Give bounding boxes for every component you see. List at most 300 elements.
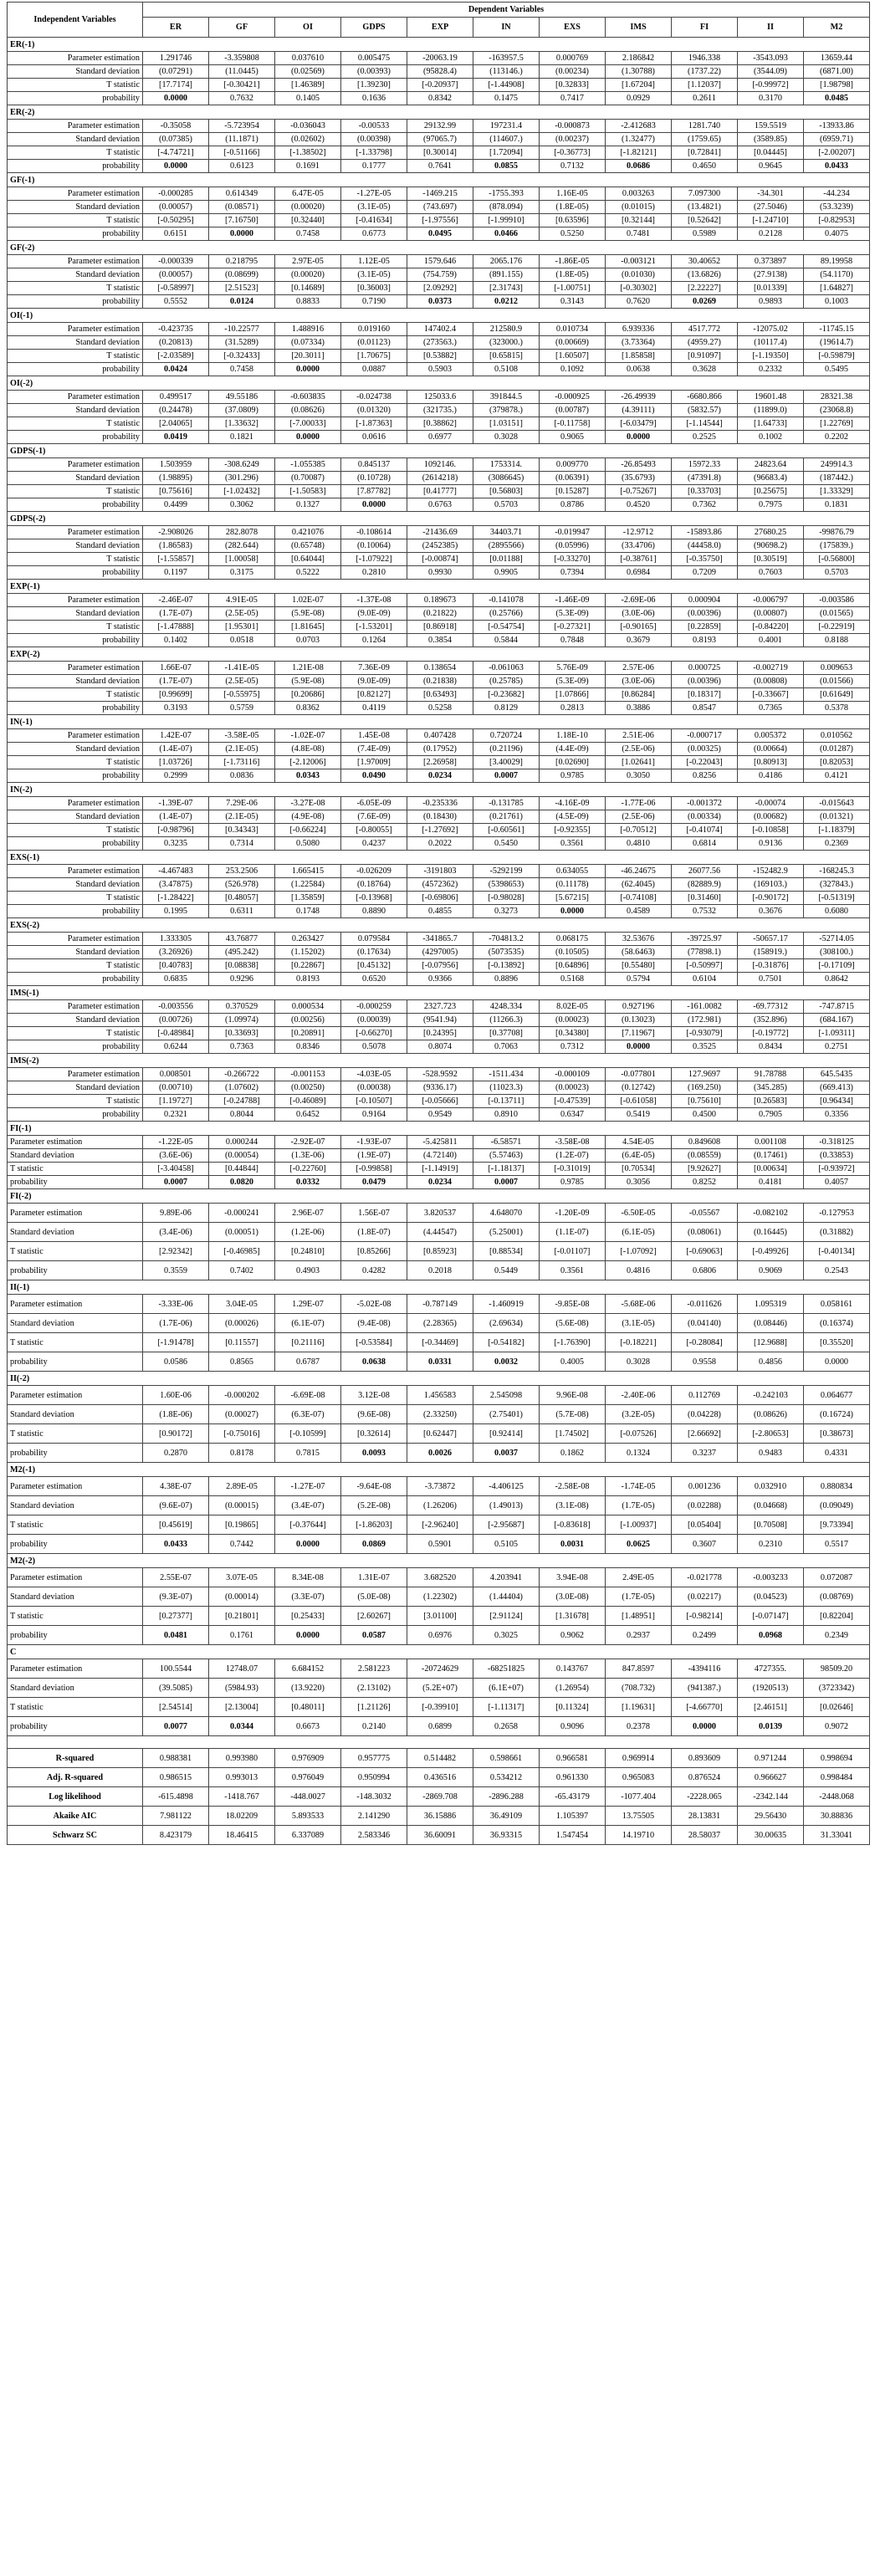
table-cell: -99876.79: [804, 526, 870, 539]
table-cell: [1.85858]: [606, 350, 672, 363]
table-row: [8, 65, 870, 79]
table-cell: 0.0587: [341, 1626, 407, 1645]
table-cell: (0.00664): [738, 743, 804, 756]
table-cell: 1.333305: [143, 933, 209, 946]
section-row: [8, 1189, 870, 1204]
table-cell: [7.87782]: [341, 485, 407, 498]
section-row: [8, 1645, 870, 1659]
table-cell: -0.242103: [738, 1386, 804, 1405]
table-cell: 0.4520: [606, 498, 672, 512]
table-cell: (5984.93): [209, 1679, 275, 1698]
table-cell: [1.48951]: [606, 1607, 672, 1626]
row-label: probability: [8, 1444, 143, 1463]
table-cell: 0.0855: [473, 160, 540, 173]
table-row: [8, 350, 870, 363]
table-row: [8, 1535, 870, 1554]
table-cell: [1.31678]: [540, 1607, 606, 1626]
row-label: Standard deviation: [8, 675, 143, 688]
table-cell: 0.189673: [407, 594, 473, 607]
table-row: [8, 756, 870, 769]
section-row: [8, 444, 870, 458]
table-cell: [0.85266]: [341, 1242, 407, 1261]
table-cell: 0.8193: [672, 634, 738, 647]
table-cell: (4.44547): [407, 1223, 473, 1242]
table-cell: [-0.66270]: [341, 1027, 407, 1040]
table-cell: [-0.84220]: [738, 621, 804, 634]
section-label: FI(-1): [8, 1122, 870, 1136]
header-row-top: [8, 3, 870, 18]
table-cell: 0.6814: [672, 837, 738, 851]
row-label: probability: [8, 498, 143, 512]
table-cell: 19601.48: [738, 391, 804, 404]
table-cell: -0.000202: [209, 1386, 275, 1405]
table-cell: -0.000339: [143, 255, 209, 268]
table-cell: 0.2018: [407, 1261, 473, 1280]
table-cell: 28321.38: [804, 391, 870, 404]
stat-cell: -1077.404: [606, 1787, 672, 1807]
table-cell: [1.64827]: [804, 282, 870, 295]
table-cell: (1.49013): [473, 1496, 540, 1515]
table-cell: 0.072087: [804, 1568, 870, 1587]
table-cell: [-1.55857]: [143, 553, 209, 566]
table-cell: -3.33E-06: [143, 1295, 209, 1314]
table-cell: (0.08626): [275, 404, 341, 417]
table-row: [8, 1679, 870, 1698]
table-cell: -9.64E-08: [341, 1477, 407, 1496]
table-cell: -0.000925: [540, 391, 606, 404]
table-cell: 0.0026: [407, 1444, 473, 1463]
table-row: [8, 52, 870, 65]
row-label: Standard deviation: [8, 607, 143, 621]
table-cell: (10117.4): [738, 336, 804, 350]
table-cell: 0.0586: [143, 1352, 209, 1372]
table-cell: 1.29E-07: [275, 1295, 341, 1314]
table-cell: (2.5E-05): [209, 675, 275, 688]
table-cell: [-0.80055]: [341, 824, 407, 837]
table-cell: 6.47E-05: [275, 187, 341, 201]
row-label: Parameter estimation: [8, 52, 143, 65]
table-cell: (669.413): [804, 1081, 870, 1095]
table-cell: [-1.00751]: [540, 282, 606, 295]
table-cell: [-0.70512]: [606, 824, 672, 837]
table-cell: -163957.5: [473, 52, 540, 65]
table-row: [8, 1352, 870, 1372]
table-cell: [0.14689]: [275, 282, 341, 295]
table-cell: 0.5222: [275, 566, 341, 580]
table-row: [8, 79, 870, 92]
table-cell: 0.7063: [473, 1040, 540, 1054]
section-label: GF(-1): [8, 173, 870, 187]
table-cell: (0.07334): [275, 336, 341, 350]
table-cell: -0.002719: [738, 662, 804, 675]
table-cell: [-0.41074]: [672, 824, 738, 837]
row-label: Standard deviation: [8, 1405, 143, 1424]
table-cell: 0.1862: [540, 1444, 606, 1463]
section-row: [8, 783, 870, 797]
table-cell: 197231.4: [473, 120, 540, 133]
table-cell: 2.57E-06: [606, 662, 672, 675]
table-cell: [-2.95687]: [473, 1515, 540, 1535]
table-cell: [-0.39910]: [407, 1698, 473, 1717]
stat-cell: -615.4898: [143, 1787, 209, 1807]
row-label: Standard deviation: [8, 878, 143, 892]
table-cell: [-0.75267]: [606, 485, 672, 498]
table-cell: -2.40E-06: [606, 1386, 672, 1405]
table-cell: (1759.65): [672, 133, 738, 146]
table-cell: (1.22302): [407, 1587, 473, 1607]
stat-cell: 0.534212: [473, 1768, 540, 1787]
table-cell: [0.56803]: [473, 485, 540, 498]
table-cell: -0.003233: [738, 1568, 804, 1587]
table-cell: (6.1E-05): [606, 1223, 672, 1242]
table-cell: [3.40029]: [473, 756, 540, 769]
section-label: IMS(-1): [8, 986, 870, 1000]
table-cell: 0.0077: [143, 1717, 209, 1736]
table-cell: 0.8074: [407, 1040, 473, 1054]
table-cell: [1.60507]: [540, 350, 606, 363]
table-cell: 0.8346: [275, 1040, 341, 1054]
table-cell: 7.29E-06: [209, 797, 275, 810]
table-cell: 0.2751: [804, 1040, 870, 1054]
table-cell: (9.6E-07): [143, 1496, 209, 1515]
table-cell: (1.7E-07): [143, 607, 209, 621]
section-row: [8, 580, 870, 594]
stat-cell: 36.49109: [473, 1807, 540, 1826]
table-cell: 0.9785: [540, 769, 606, 783]
table-cell: (379878.): [473, 404, 540, 417]
table-cell: 0.6787: [275, 1352, 341, 1372]
table-cell: (754.759): [407, 268, 473, 282]
stat-cell: 18.02209: [209, 1807, 275, 1826]
table-cell: 0.3056: [606, 1176, 672, 1189]
table-cell: [0.08838]: [209, 959, 275, 973]
table-cell: [1.97009]: [341, 756, 407, 769]
table-row: [8, 295, 870, 309]
table-cell: [-0.22760]: [275, 1163, 341, 1176]
table-cell: 0.032910: [738, 1477, 804, 1496]
table-cell: (1.44404): [473, 1587, 540, 1607]
table-cell: 3.820537: [407, 1204, 473, 1223]
stat-label: R-squared: [8, 1749, 143, 1768]
table-cell: [0.27377]: [143, 1607, 209, 1626]
table-cell: [0.15287]: [540, 485, 606, 498]
stat-label: Schwarz SC: [8, 1826, 143, 1845]
table-cell: 0.9072: [804, 1717, 870, 1736]
table-cell: [-1.33798]: [341, 146, 407, 160]
table-cell: (0.16724): [804, 1405, 870, 1424]
table-cell: (44458.0): [672, 539, 738, 553]
section-row: [8, 105, 870, 120]
row-label: Parameter estimation: [8, 120, 143, 133]
table-cell: [-0.98028]: [473, 892, 540, 905]
table-cell: 0.6104: [672, 973, 738, 986]
table-cell: (0.07291): [143, 65, 209, 79]
row-label: Standard deviation: [8, 1149, 143, 1163]
row-label: T statistic: [8, 1333, 143, 1352]
table-cell: 0.5901: [407, 1535, 473, 1554]
table-cell: 0.9062: [540, 1626, 606, 1645]
table-cell: -0.00533: [341, 120, 407, 133]
table-cell: (2.1E-05): [209, 743, 275, 756]
table-cell: [-0.37644]: [275, 1515, 341, 1535]
table-cell: [-4.66770]: [672, 1698, 738, 1717]
table-cell: (0.00023): [540, 1081, 606, 1095]
table-cell: -1.22E-05: [143, 1136, 209, 1149]
table-row: [8, 634, 870, 647]
table-cell: -2.46E-07: [143, 594, 209, 607]
table-row: [8, 336, 870, 350]
table-cell: 2.55E-07: [143, 1568, 209, 1587]
stat-cell: -2896.288: [473, 1787, 540, 1807]
table-cell: 0.9930: [407, 566, 473, 580]
section-label: II(-1): [8, 1280, 870, 1295]
table-cell: 0.421076: [275, 526, 341, 539]
table-cell: (33.4706): [606, 539, 672, 553]
table-cell: (9.3E-07): [143, 1587, 209, 1607]
stat-cell: 0.969914: [606, 1749, 672, 1768]
table-cell: -1.055385: [275, 458, 341, 472]
table-cell: 0.9483: [738, 1444, 804, 1463]
table-cell: (0.00014): [209, 1587, 275, 1607]
table-cell: 0.3561: [540, 1261, 606, 1280]
table-cell: (3.2E-05): [606, 1405, 672, 1424]
table-cell: (0.31882): [804, 1223, 870, 1242]
table-cell: 0.3854: [407, 634, 473, 647]
table-cell: (3.0E-08): [540, 1587, 606, 1607]
table-cell: -26.85493: [606, 458, 672, 472]
table-cell: 1.503959: [143, 458, 209, 472]
row-label: probability: [8, 769, 143, 783]
stat-cell: 0.966581: [540, 1749, 606, 1768]
table-cell: -0.108614: [341, 526, 407, 539]
row-label: probability: [8, 702, 143, 715]
table-cell: [-1.38502]: [275, 146, 341, 160]
table-cell: 0.5844: [473, 634, 540, 647]
row-label: Parameter estimation: [8, 1568, 143, 1587]
table-cell: (0.00807): [738, 607, 804, 621]
section-row: [8, 512, 870, 526]
table-cell: [-0.75016]: [209, 1424, 275, 1444]
table-cell: (0.16374): [804, 1314, 870, 1333]
row-label: T statistic: [8, 688, 143, 702]
table-cell: [0.82053]: [804, 756, 870, 769]
table-cell: 0.1831: [804, 498, 870, 512]
table-cell: 43.76877: [209, 933, 275, 946]
table-cell: [0.32614]: [341, 1424, 407, 1444]
table-cell: 0.1821: [209, 431, 275, 444]
row-label: T statistic: [8, 1424, 143, 1444]
table-cell: [0.70508]: [738, 1515, 804, 1535]
row-label: Standard deviation: [8, 1496, 143, 1515]
stat-row: [8, 1768, 870, 1787]
table-cell: 0.2543: [804, 1261, 870, 1280]
table-cell: [-0.51319]: [804, 892, 870, 905]
table-cell: (321735.): [407, 404, 473, 417]
table-cell: 0.9785: [540, 1176, 606, 1189]
table-cell: 0.7363: [209, 1040, 275, 1054]
table-cell: 0.7314: [209, 837, 275, 851]
table-cell: [0.33693]: [209, 1027, 275, 1040]
table-cell: -747.8715: [804, 1000, 870, 1014]
table-cell: -0.000873: [540, 120, 606, 133]
table-cell: -69.77312: [738, 1000, 804, 1014]
table-cell: (54.1170): [804, 268, 870, 282]
table-cell: 0.0037: [473, 1444, 540, 1463]
table-row: [8, 1477, 870, 1496]
table-cell: (82889.9): [672, 878, 738, 892]
table-cell: 0.0031: [540, 1535, 606, 1554]
table-cell: 0.849608: [672, 1136, 738, 1149]
row-label: Parameter estimation: [8, 323, 143, 336]
table-cell: [0.72841]: [672, 146, 738, 160]
row-label: Parameter estimation: [8, 1136, 143, 1149]
table-cell: 0.2813: [540, 702, 606, 715]
table-cell: [-1.44908]: [473, 79, 540, 92]
table-cell: (3589.85): [738, 133, 804, 146]
table-cell: (11.0445): [209, 65, 275, 79]
table-cell: (96683.4): [738, 472, 804, 485]
table-cell: [3.01100]: [407, 1607, 473, 1626]
table-cell: 0.001236: [672, 1477, 738, 1496]
stat-cell: 0.893609: [672, 1749, 738, 1768]
row-label: probability: [8, 1535, 143, 1554]
table-cell: (90698.2): [738, 539, 804, 553]
table-row: [8, 1108, 870, 1122]
section-row: [8, 309, 870, 323]
table-cell: 0.8910: [473, 1108, 540, 1122]
table-cell: 0.9164: [341, 1108, 407, 1122]
table-cell: 0.0433: [143, 1535, 209, 1554]
table-cell: 1.56E-07: [341, 1204, 407, 1223]
table-cell: [-0.30302]: [606, 282, 672, 295]
table-cell: [1.33632]: [209, 417, 275, 431]
table-cell: [0.48011]: [275, 1698, 341, 1717]
table-cell: [-1.76390]: [540, 1333, 606, 1352]
table-cell: (27.9138): [738, 268, 804, 282]
table-cell: [-0.61058]: [606, 1095, 672, 1108]
table-cell: (0.12742): [606, 1081, 672, 1095]
table-cell: (2.28365): [407, 1314, 473, 1333]
table-cell: -20063.19: [407, 52, 473, 65]
table-cell: (0.04523): [738, 1587, 804, 1607]
table-cell: (5.57463): [473, 1149, 540, 1163]
table-cell: (47391.8): [672, 472, 738, 485]
table-cell: [0.88534]: [473, 1242, 540, 1261]
table-cell: [0.25433]: [275, 1607, 341, 1626]
table-cell: [-0.92355]: [540, 824, 606, 837]
table-cell: -0.266722: [209, 1068, 275, 1081]
table-cell: [2.54514]: [143, 1698, 209, 1717]
table-body: [8, 38, 870, 1845]
row-label: T statistic: [8, 1095, 143, 1108]
table-cell: -0.026209: [341, 865, 407, 878]
table-cell: (0.04140): [672, 1314, 738, 1333]
stat-cell: 0.598661: [473, 1749, 540, 1768]
table-cell: 0.1405: [275, 92, 341, 105]
table-cell: 847.8597: [606, 1659, 672, 1679]
table-cell: -0.077801: [606, 1068, 672, 1081]
table-cell: [-7.00033]: [275, 417, 341, 431]
table-cell: (11266.3): [473, 1014, 540, 1027]
table-cell: 0.9096: [540, 1717, 606, 1736]
table-cell: [-2.03589]: [143, 350, 209, 363]
table-cell: -2.69E-06: [606, 594, 672, 607]
table-row: [8, 458, 870, 472]
table-cell: (273563.): [407, 336, 473, 350]
table-cell: 0.0269: [672, 295, 738, 309]
table-cell: [0.64044]: [275, 553, 341, 566]
table-row: [8, 1163, 870, 1176]
table-cell: (0.21838): [407, 675, 473, 688]
table-cell: (0.00027): [209, 1405, 275, 1424]
table-cell: 0.1748: [275, 905, 341, 918]
table-row: [8, 1717, 870, 1736]
table-cell: (0.01565): [804, 607, 870, 621]
row-label: T statistic: [8, 1607, 143, 1626]
stat-row: [8, 1826, 870, 1845]
table-row: [8, 120, 870, 133]
table-cell: [1.64733]: [738, 417, 804, 431]
stat-cell: 2.141290: [341, 1807, 407, 1826]
row-label: Parameter estimation: [8, 1068, 143, 1081]
table-cell: 0.0234: [407, 1176, 473, 1189]
table-row: [8, 662, 870, 675]
table-cell: 0.6773: [341, 227, 407, 241]
table-row: [8, 1444, 870, 1463]
table-cell: [2.46151]: [738, 1698, 804, 1717]
row-label: Parameter estimation: [8, 662, 143, 675]
table-cell: 0.0000: [275, 363, 341, 376]
table-row: [8, 1568, 870, 1587]
row-label: T statistic: [8, 1163, 143, 1176]
table-cell: -39725.97: [672, 933, 738, 946]
table-cell: [0.45132]: [341, 959, 407, 973]
table-row: [8, 282, 870, 295]
table-cell: (6.1E+07): [473, 1679, 540, 1698]
table-cell: 0.003263: [606, 187, 672, 201]
row-label: T statistic: [8, 79, 143, 92]
stat-cell: 6.337089: [275, 1826, 341, 1845]
table-cell: (5073535): [473, 946, 540, 959]
table-cell: 2.186842: [606, 52, 672, 65]
row-label: Parameter estimation: [8, 391, 143, 404]
table-cell: 0.2611: [672, 92, 738, 105]
table-cell: (1.4E-07): [143, 810, 209, 824]
table-cell: (0.24478): [143, 404, 209, 417]
table-cell: -0.131785: [473, 797, 540, 810]
table-cell: (0.01030): [606, 268, 672, 282]
table-cell: 0.0433: [804, 160, 870, 173]
row-label: T statistic: [8, 282, 143, 295]
table-cell: (0.00039): [341, 1014, 407, 1027]
stat-cell: 0.993980: [209, 1749, 275, 1768]
table-cell: 0.4816: [606, 1261, 672, 1280]
table-cell: 0.2810: [341, 566, 407, 580]
table-cell: (345.285): [738, 1081, 804, 1095]
table-cell: (172.981): [672, 1014, 738, 1027]
table-cell: 0.0000: [606, 431, 672, 444]
table-cell: 391844.5: [473, 391, 540, 404]
table-row: [8, 905, 870, 918]
table-row: [8, 1314, 870, 1333]
table-cell: 0.7402: [209, 1261, 275, 1280]
table-cell: 4.203941: [473, 1568, 540, 1587]
row-label: T statistic: [8, 621, 143, 634]
table-cell: 0.8362: [275, 702, 341, 715]
row-label: T statistic: [8, 485, 143, 498]
table-cell: 0.7501: [738, 973, 804, 986]
section-row: [8, 1122, 870, 1136]
